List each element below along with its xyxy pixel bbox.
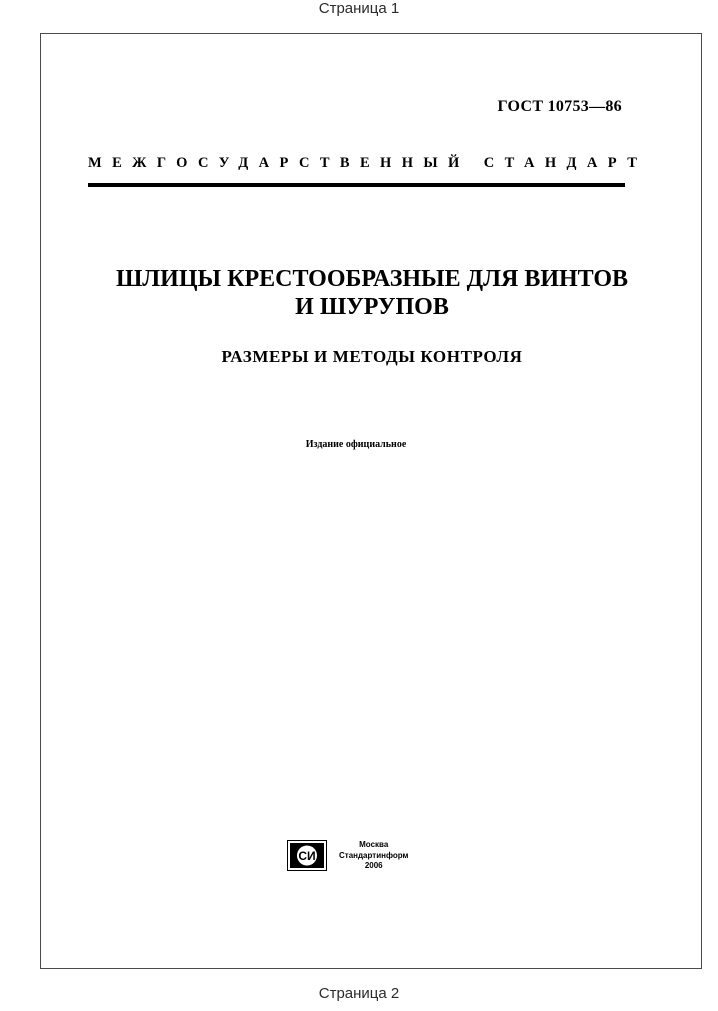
publisher-city: Москва <box>359 840 389 849</box>
title-line-1: ШЛИЦЫ КРЕСТООБРАЗНЫЕ ДЛЯ ВИНТОВ <box>115 266 629 292</box>
svg-text:СИ: СИ <box>298 849 316 864</box>
document-title <box>61 265 683 321</box>
page-label-top: Страница 1 <box>318 0 400 17</box>
edition-note: Издание официальное <box>305 439 407 450</box>
header-rule <box>88 183 625 187</box>
publisher-info <box>339 840 408 872</box>
publisher-year: 2006 <box>364 861 383 870</box>
page-label-bottom: Страница 2 <box>318 985 400 1002</box>
standard-type-heading: МЕЖГОСУДАРСТВЕННЫЙ СТАНДАРТ <box>88 155 648 171</box>
document-subtitle: РАЗМЕРЫ И МЕТОДЫ КОНТРОЛЯ <box>221 347 523 366</box>
document-page <box>40 33 702 969</box>
publisher-block <box>287 840 408 872</box>
gost-number: ГОСТ 10753—86 <box>497 98 622 115</box>
standartinform-logo-icon <box>287 840 327 871</box>
publisher-name: Стандартинформ <box>339 850 409 860</box>
title-line-2: И ШУРУПОВ <box>295 294 449 320</box>
